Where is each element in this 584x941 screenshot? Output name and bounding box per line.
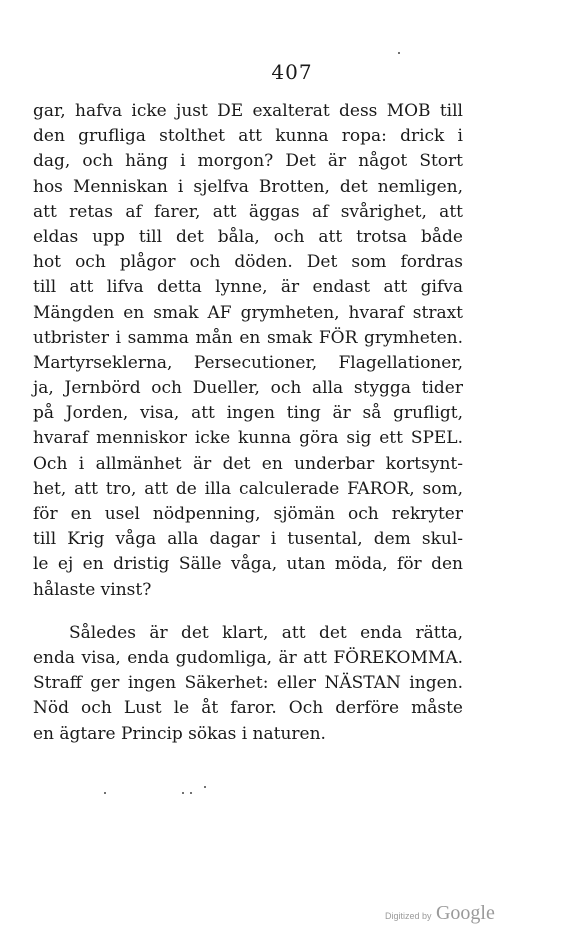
- text-line: hos Menniskan i sjelfva Brotten, det nemligen,: [33, 176, 463, 197]
- paragraph-gap: [33, 603, 463, 621]
- text-line: Mängden en smak AF grymheten, hvaraf straxt: [33, 302, 463, 323]
- ink-speck: [104, 792, 106, 794]
- text-line: ja, Jernbörd och Dueller, och alla stygga tider: [33, 378, 463, 399]
- text-line: hot och plågor och döden. Det som fordras: [33, 252, 463, 273]
- text-line: hålaste vinst?: [33, 579, 152, 600]
- watermark-brand: Google: [435, 902, 495, 924]
- paragraph-1: [33, 99, 463, 603]
- text-line: Straff ger ingen Säkerhet: eller NÄSTAN ingen.: [33, 673, 463, 694]
- text-line: den grufliga stolthet att kunna ropa: drick i: [33, 126, 463, 147]
- ink-speck: [204, 786, 206, 788]
- text-line: till Krig våga alla dagar i tusental, dem skul-: [33, 529, 463, 550]
- text-line: enda visa, enda gudomliga, är att FÖREKOMMA.: [33, 647, 463, 668]
- text-line: Således är det klart, att det enda rätta,: [69, 622, 463, 643]
- watermark-prefix: Digitized by: [385, 911, 432, 921]
- text-line: för en usel nödpenning, sjömän och rekryter: [33, 504, 463, 524]
- page-number: 407: [271, 60, 313, 84]
- text-line: hvaraf menniskor icke kunna göra sig ett SPEL.: [33, 428, 463, 449]
- text-line: het, att tro, att de illa calculerade FAROR, som,: [33, 478, 463, 499]
- text-line: en ägtare Princip sökas i naturen.: [33, 723, 326, 744]
- text-line: le ej en dristig Sälle våga, utan möda, för den: [33, 554, 463, 575]
- text-line: gar, hafva icke just DE exalterat dess MOB till: [33, 101, 463, 121]
- text-line: Martyrseklerna, Persecutioner, Flagellationer,: [33, 352, 463, 373]
- paragraph-2: [33, 621, 463, 747]
- ink-speck: [398, 52, 400, 54]
- ink-speck: [182, 792, 184, 794]
- text-line: eldas upp till det båla, och att trotsa både: [33, 226, 463, 247]
- text-line: Nöd och Lust le åt faror. Och derföre måste: [33, 698, 463, 719]
- text-line: till att lifva detta lynne, är endast att gifva: [33, 277, 463, 298]
- text-line: på Jorden, visa, att ingen ting är så grufligt,: [33, 403, 463, 424]
- text-line: att retas af farer, att äggas af svårighet, att: [33, 201, 463, 222]
- ink-speck: [190, 792, 192, 794]
- text-line: Och i allmänhet är det en underbar kortsynt-: [33, 453, 463, 474]
- digitized-watermark: [385, 902, 495, 925]
- text-line: utbrister i samma mån en smak FÖR grymheten.: [33, 327, 463, 348]
- body-text: [33, 99, 463, 747]
- text-line: dag, och häng i morgon? Det är något Stort: [33, 151, 463, 172]
